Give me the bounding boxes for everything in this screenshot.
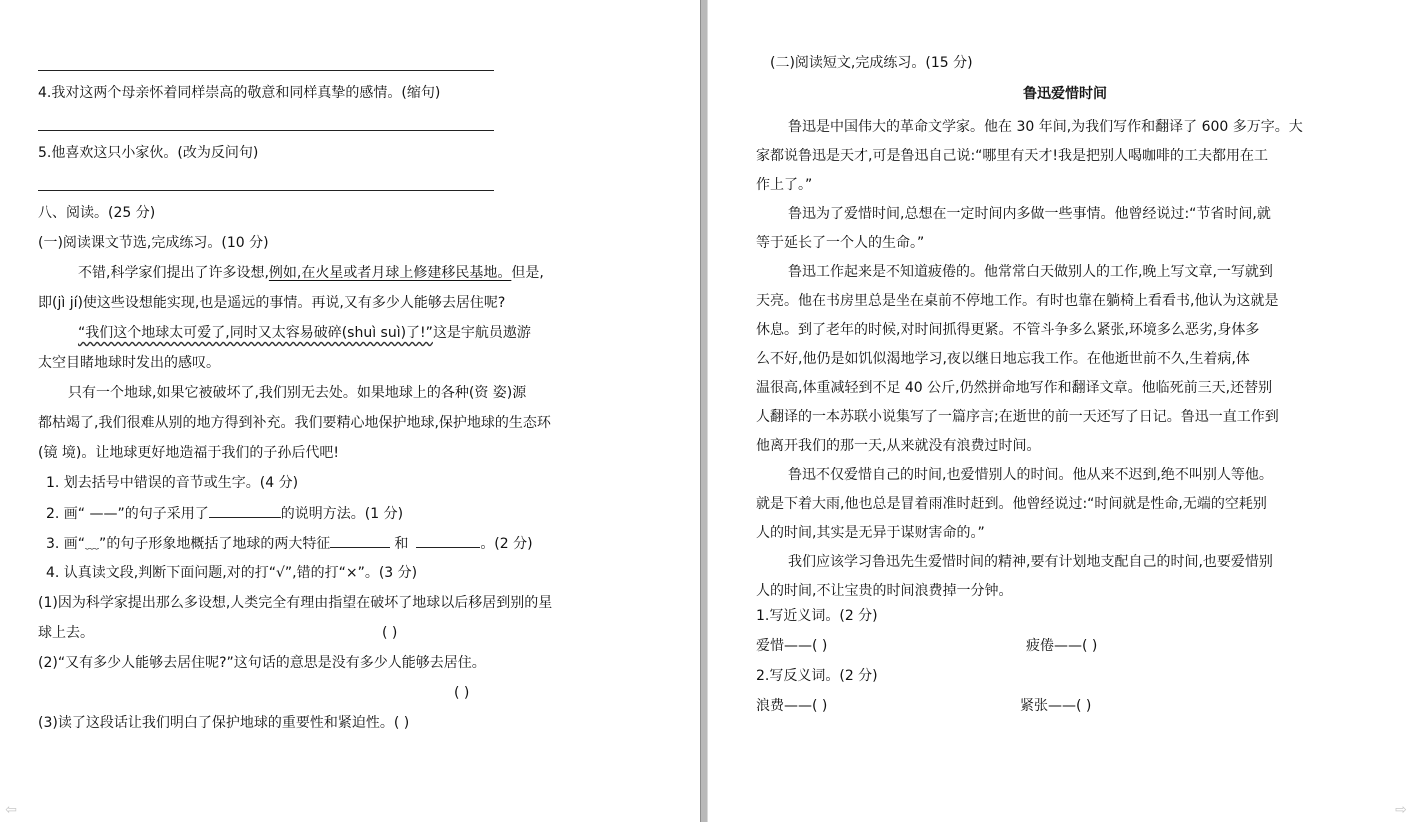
fill-blank[interactable]: [330, 533, 390, 548]
article-line: 人的时间,不让宝贵的时间浪费掉一分钟。: [756, 583, 1013, 599]
article-line: 鲁迅工作起来是不知道疲倦的。他常常白天做别人的工作,晚上写文章,一写就到: [788, 264, 1273, 280]
antonym-answer-1[interactable]: 浪费——( ): [756, 698, 828, 714]
passage-line: 都枯竭了,我们很难从别的地方得到补充。我们要精心地保护地球,保护地球的生态环: [38, 415, 551, 431]
wavy-underlined-sentence: “我们这个地球太可爱了,同时又太容易破碎(shuì suì)了!”: [78, 325, 433, 341]
article-line: 鲁迅是中国伟大的革命文学家。他在 30 年间,为我们写作和翻译了 600 多万字。大: [788, 119, 1303, 135]
exercise-4-item-1-cont: 球上去。: [38, 625, 94, 641]
right-page: [708, 0, 1414, 822]
exercise-3: 3. 画“﹏”的句子形象地概括了地球的两大特征 和 。(2 分): [46, 533, 533, 554]
answer-parentheses[interactable]: ( ): [454, 685, 470, 701]
fill-blank[interactable]: [416, 533, 480, 548]
synonym-question: 1.写近义词。(2 分): [756, 608, 878, 624]
previous-page-arrow-icon[interactable]: ⇦: [5, 802, 17, 818]
passage-line: 不错,科学家们提出了许多设想,例如,在火星或者月球上修建移民基地。但是,: [78, 265, 544, 281]
section-8-heading: 八、阅读。(25 分): [38, 205, 156, 221]
passage-line: 只有一个地球,如果它被破坏了,我们别无去处。如果地球上的各种(资 姿)源: [68, 385, 527, 401]
article-line: 家都说鲁迅是天才,可是鲁迅自己说:“哪里有天才!我是把别人喝咖啡的工夫都用在工: [756, 148, 1269, 164]
question-5: 5.他喜欢这只小家伙。(改为反问句): [38, 145, 259, 161]
article-line: 人翻译的一本苏联小说集写了一篇序言;在逝世的前一天还写了日记。鲁迅一直工作到: [756, 409, 1279, 425]
article-line: 天亮。他在书房里总是坐在桌前不停地工作。有时也靠在躺椅上看看书,他认为这就是: [756, 293, 1279, 309]
exercise-4: 4. 认真读文段,判断下面问题,对的打“√”,错的打“×”。(3 分): [46, 565, 418, 581]
article-line: 鲁迅为了爱惜时间,总想在一定时间内多做一些事情。他曾经说过:“节省时间,就: [788, 206, 1271, 222]
antonym-answer-2[interactable]: 紧张——( ): [1020, 698, 1092, 714]
article-line: 他离开我们的那一天,从来就没有浪费过时间。: [756, 438, 1041, 454]
synonym-answer-1[interactable]: 爱惜——( ): [756, 638, 828, 654]
question-4: 4.我对这两个母亲怀着同样崇高的敬意和同样真挚的感情。(缩句): [38, 85, 441, 101]
exercise-1: 1. 划去括号中错误的音节或生字。(4 分): [46, 475, 299, 491]
exercise-4-item-3: (3)读了这段话让我们明白了保护地球的重要性和紧迫性。( ): [38, 715, 410, 731]
passage-line: “我们这个地球太可爱了,同时又太容易破碎(shuì suì)了!”这是宇航员遨游: [78, 325, 531, 341]
article-title: 鲁迅爱惜时间: [1023, 86, 1107, 102]
article-line: 么不好,他仍是如饥似渴地学习,夜以继日地忘我工作。在他逝世前不久,生着病,体: [756, 351, 1250, 367]
passage-line: (镜 境)。让地球更好地造福于我们的子孙后代吧!: [38, 445, 339, 461]
left-page: [0, 0, 700, 822]
passage-line: 太空目睹地球时发出的感叹。: [38, 355, 220, 371]
answer-line[interactable]: [38, 130, 494, 131]
article-line: 休息。到了老年的时候,对时间抓得更紧。不管斗争多么紧张,环境多么恶劣,身体多: [756, 322, 1260, 338]
fill-blank[interactable]: [209, 503, 281, 518]
article-line: 温很高,体重减轻到不足 40 公斤,仍然拼命地写作和翻译文章。他临死前三天,还替别: [756, 380, 1273, 396]
answer-parentheses[interactable]: ( ): [382, 625, 398, 641]
part-2-heading: (二)阅读短文,完成练习。(15 分): [770, 55, 973, 71]
exercise-4-item-1: (1)因为科学家提出那么多设想,人类完全有理由指望在破坏了地球以后移居到别的星: [38, 595, 553, 611]
article-line: 人的时间,其实是无异于谋财害命的。”: [756, 525, 985, 541]
article-line: 我们应该学习鲁迅先生爱惜时间的精神,要有计划地支配自己的时间,也要爱惜别: [788, 554, 1273, 570]
answer-line[interactable]: [38, 70, 494, 71]
part-1-heading: (一)阅读课文节选,完成练习。(10 分): [38, 235, 269, 251]
article-line: 鲁迅不仅爱惜自己的时间,也爱惜别人的时间。他从来不迟到,绝不叫别人等他。: [788, 467, 1273, 483]
passage-line: 即(jì jí)使这些设想能实现,也是遥远的事情。再说,又有多少人能够去居住呢?: [38, 295, 506, 311]
article-line: 就是下着大雨,他也总是冒着雨准时赶到。他曾经说过:“时间就是性命,无端的空耗别: [756, 496, 1267, 512]
antonym-question: 2.写反义词。(2 分): [756, 668, 878, 684]
answer-line[interactable]: [38, 190, 494, 191]
exercise-4-item-2: (2)“又有多少人能够去居住呢?”这句话的意思是没有多少人能够去居住。: [38, 655, 486, 671]
exercise-2: 2. 画“ ——”的句子采用了 的说明方法。(1 分): [46, 503, 403, 524]
article-line: 作上了。”: [756, 177, 813, 193]
article-line: 等于延长了一个人的生命。”: [756, 235, 925, 251]
page-divider: [700, 0, 708, 822]
synonym-answer-2[interactable]: 疲倦——( ): [1026, 638, 1098, 654]
underlined-sentence: 例如,在火星或者月球上修建移民基地。: [268, 265, 512, 281]
next-page-arrow-icon[interactable]: ⇨: [1395, 802, 1407, 818]
